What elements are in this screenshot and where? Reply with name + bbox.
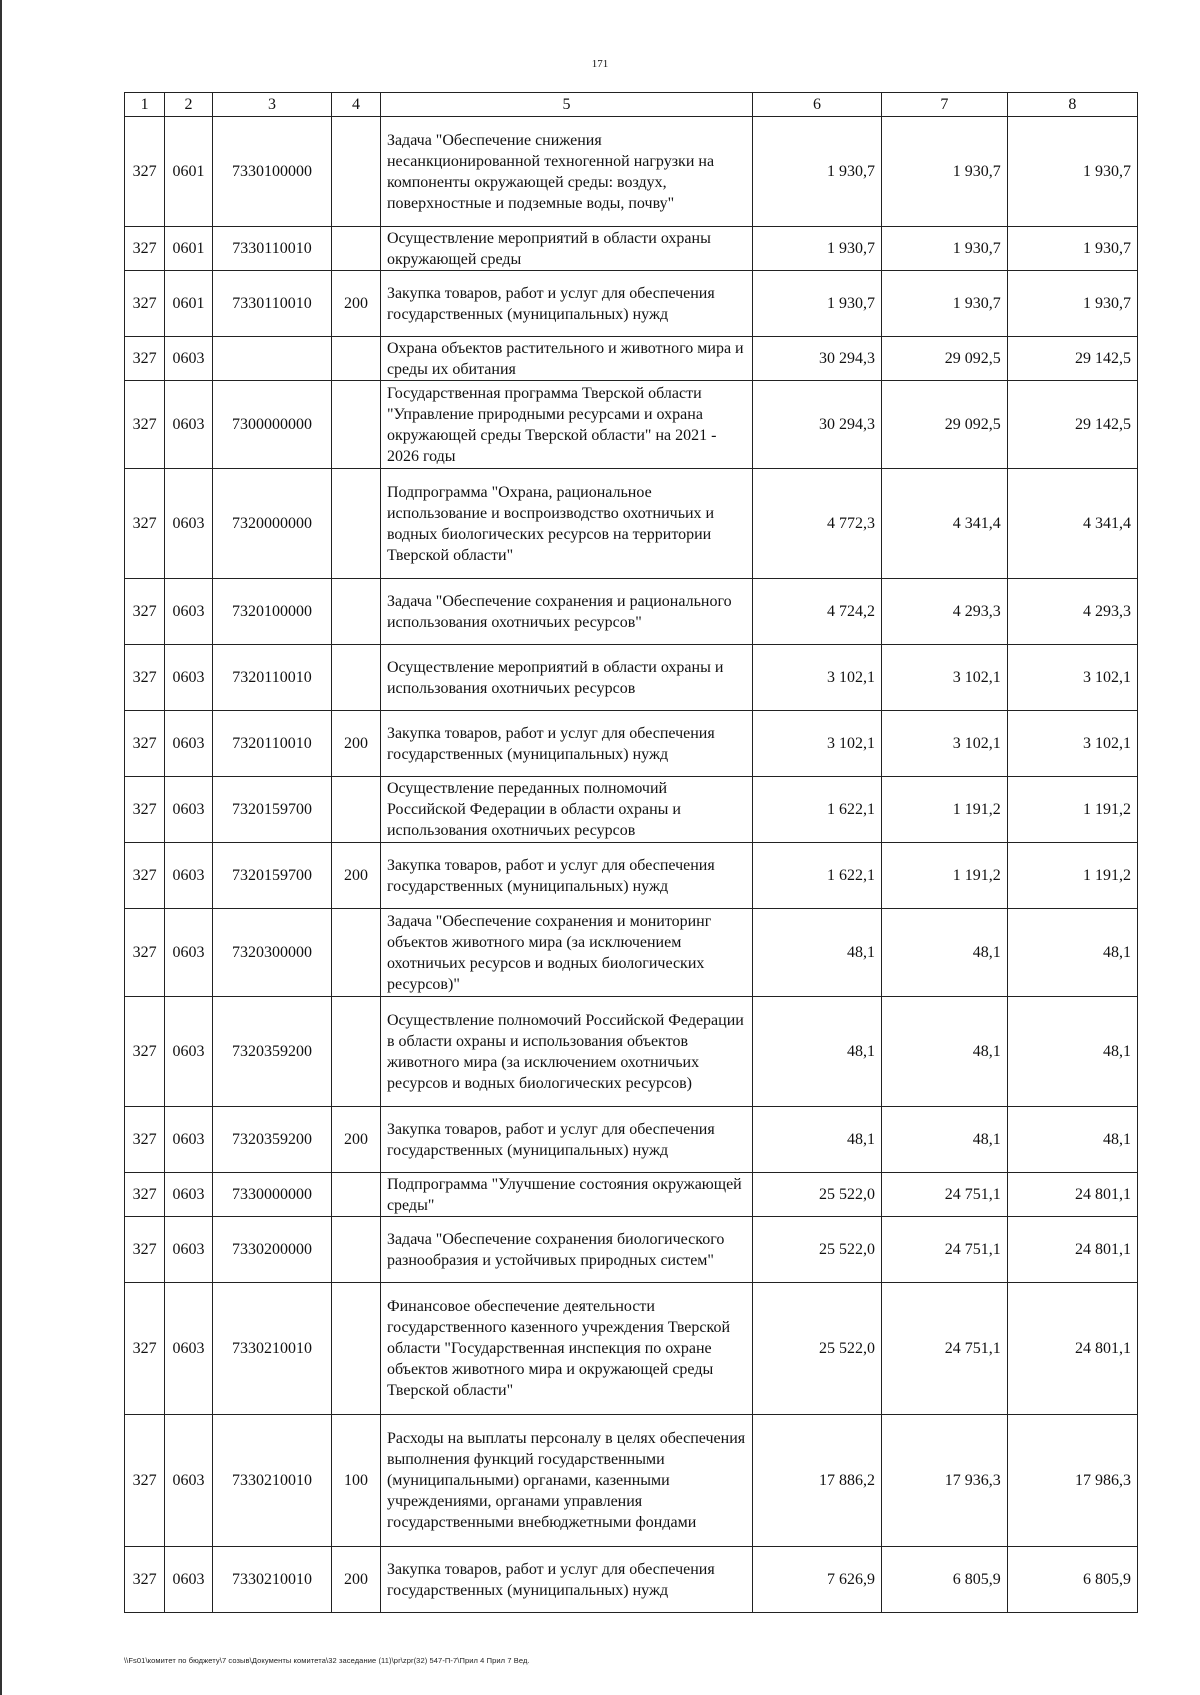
cell-year1: 7 626,9 — [752, 1547, 881, 1613]
cell-vr — [332, 1217, 381, 1283]
table-row — [125, 1547, 1138, 1613]
cell-ved: 327 — [125, 645, 165, 711]
cell-cs: 7320110010 — [212, 711, 331, 777]
cell-vr — [332, 381, 381, 469]
cell-year3: 1 930,7 — [1007, 271, 1137, 337]
cell-razdel: 0603 — [165, 469, 213, 579]
cell-year3: 4 293,3 — [1007, 579, 1137, 645]
cell-cs: 7330110010 — [212, 271, 331, 337]
cell-ved: 327 — [125, 227, 165, 271]
header-cell: 1 — [125, 93, 165, 117]
cell-name: Финансовое обеспечение деятельности государственного казенного учреждения Тверской области "Государственная инспекция по охране объектов животного мира и окружающей среды Тверской области" — [380, 1283, 752, 1415]
cell-razdel: 0603 — [165, 777, 213, 843]
cell-year2: 3 102,1 — [882, 711, 1008, 777]
cell-year3: 48,1 — [1007, 1107, 1137, 1173]
cell-year1: 25 522,0 — [752, 1173, 881, 1217]
table-row — [125, 1283, 1138, 1415]
cell-cs: 7330110010 — [212, 227, 331, 271]
cell-cs: 7330210010 — [212, 1415, 331, 1547]
cell-razdel: 0603 — [165, 381, 213, 469]
cell-year2: 4 293,3 — [882, 579, 1008, 645]
cell-year2: 29 092,5 — [882, 337, 1008, 381]
cell-name: Государственная программа Тверской области "Управление природными ресурсами и охрана окружающей среды Тверской области" на 2021 - 2026 годы — [380, 381, 752, 469]
cell-ved: 327 — [125, 1547, 165, 1613]
cell-name: Закупка товаров, работ и услуг для обеспечения государственных (муниципальных) нужд — [380, 843, 752, 909]
cell-year3: 24 801,1 — [1007, 1217, 1137, 1283]
cell-razdel: 0603 — [165, 909, 213, 997]
cell-razdel: 0603 — [165, 1107, 213, 1173]
cell-year1: 25 522,0 — [752, 1217, 881, 1283]
cell-year3: 17 986,3 — [1007, 1415, 1137, 1547]
cell-year2: 24 751,1 — [882, 1283, 1008, 1415]
cell-cs: 7320100000 — [212, 579, 331, 645]
cell-ved: 327 — [125, 1107, 165, 1173]
cell-razdel: 0603 — [165, 1547, 213, 1613]
cell-year3: 24 801,1 — [1007, 1173, 1137, 1217]
cell-vr — [332, 997, 381, 1107]
cell-name: Задача "Обеспечение снижения несанкционированной техногенной нагрузки на компоненты окружающей среды: воздух, поверхностные и подземные воды, почву" — [380, 117, 752, 227]
cell-year1: 48,1 — [752, 909, 881, 997]
cell-year3: 1 191,2 — [1007, 843, 1137, 909]
cell-razdel: 0603 — [165, 337, 213, 381]
cell-vr — [332, 645, 381, 711]
cell-year2: 24 751,1 — [882, 1217, 1008, 1283]
table-row — [125, 1217, 1138, 1283]
cell-year1: 30 294,3 — [752, 381, 881, 469]
cell-year1: 4 772,3 — [752, 469, 881, 579]
cell-year3: 4 341,4 — [1007, 469, 1137, 579]
cell-vr: 200 — [332, 271, 381, 337]
budget-table — [124, 92, 1138, 1613]
table-row — [125, 909, 1138, 997]
cell-year3: 24 801,1 — [1007, 1283, 1137, 1415]
cell-year3: 3 102,1 — [1007, 711, 1137, 777]
page-number: 171 — [591, 58, 609, 70]
cell-vr: 200 — [332, 711, 381, 777]
table-row — [125, 711, 1138, 777]
table-row — [125, 337, 1138, 381]
cell-cs: 7320000000 — [212, 469, 331, 579]
header-cell: 5 — [380, 93, 752, 117]
header-cell: 3 — [212, 93, 331, 117]
cell-year1: 17 886,2 — [752, 1415, 881, 1547]
table-row — [125, 579, 1138, 645]
cell-year2: 3 102,1 — [882, 645, 1008, 711]
cell-vr: 200 — [332, 843, 381, 909]
cell-name: Закупка товаров, работ и услуг для обеспечения государственных (муниципальных) нужд — [380, 271, 752, 337]
cell-cs: 7330000000 — [212, 1173, 331, 1217]
cell-year1: 1 622,1 — [752, 843, 881, 909]
cell-name: Подпрограмма "Улучшение состояния окружающей среды" — [380, 1173, 752, 1217]
cell-razdel: 0603 — [165, 645, 213, 711]
cell-razdel: 0603 — [165, 1283, 213, 1415]
cell-cs: 7330210010 — [212, 1547, 331, 1613]
cell-razdel: 0603 — [165, 1217, 213, 1283]
cell-year3: 1 191,2 — [1007, 777, 1137, 843]
cell-ved: 327 — [125, 711, 165, 777]
cell-year3: 6 805,9 — [1007, 1547, 1137, 1613]
cell-razdel: 0603 — [165, 997, 213, 1107]
cell-vr: 200 — [332, 1107, 381, 1173]
table-body — [125, 117, 1138, 1613]
cell-ved: 327 — [125, 909, 165, 997]
table-row — [125, 1107, 1138, 1173]
cell-year1: 30 294,3 — [752, 337, 881, 381]
cell-ved: 327 — [125, 271, 165, 337]
cell-year3: 29 142,5 — [1007, 381, 1137, 469]
header-cell: 4 — [332, 93, 381, 117]
cell-year3: 3 102,1 — [1007, 645, 1137, 711]
page-edge-line — [0, 0, 2, 1695]
cell-cs: 7330200000 — [212, 1217, 331, 1283]
table-row — [125, 227, 1138, 271]
header-cell: 6 — [752, 93, 881, 117]
cell-ved: 327 — [125, 777, 165, 843]
cell-razdel: 0603 — [165, 1173, 213, 1217]
cell-cs: 7320300000 — [212, 909, 331, 997]
cell-vr — [332, 1283, 381, 1415]
cell-vr — [332, 337, 381, 381]
cell-year3: 29 142,5 — [1007, 337, 1137, 381]
table-row — [125, 469, 1138, 579]
cell-name: Осуществление полномочий Российской Федерации в области охраны и использования объектов животного мира (за исключением охотничьих ресурсов и водных биологических ресурсов) — [380, 997, 752, 1107]
cell-year1: 1 930,7 — [752, 227, 881, 271]
cell-year2: 1 930,7 — [882, 271, 1008, 337]
cell-ved: 327 — [125, 843, 165, 909]
cell-cs: 7320110010 — [212, 645, 331, 711]
cell-year1: 48,1 — [752, 1107, 881, 1173]
cell-cs — [212, 337, 331, 381]
cell-cs: 7320159700 — [212, 843, 331, 909]
cell-name: Подпрограмма "Охрана, рациональное использование и воспроизводство охотничьих и водных биологических ресурсов на территории Тверской области" — [380, 469, 752, 579]
cell-ved: 327 — [125, 337, 165, 381]
cell-name: Закупка товаров, работ и услуг для обеспечения государственных (муниципальных) нужд — [380, 1547, 752, 1613]
cell-year1: 1 930,7 — [752, 117, 881, 227]
cell-year2: 6 805,9 — [882, 1547, 1008, 1613]
cell-ved: 327 — [125, 1283, 165, 1415]
cell-year2: 1 930,7 — [882, 227, 1008, 271]
cell-year3: 1 930,7 — [1007, 117, 1137, 227]
cell-razdel: 0601 — [165, 271, 213, 337]
cell-name: Осуществление мероприятий в области охраны окружающей среды — [380, 227, 752, 271]
cell-cs: 7320359200 — [212, 997, 331, 1107]
cell-vr — [332, 227, 381, 271]
cell-year2: 29 092,5 — [882, 381, 1008, 469]
cell-year3: 48,1 — [1007, 997, 1137, 1107]
cell-razdel: 0601 — [165, 227, 213, 271]
cell-razdel: 0601 — [165, 117, 213, 227]
cell-vr — [332, 909, 381, 997]
cell-year1: 4 724,2 — [752, 579, 881, 645]
cell-name: Осуществление мероприятий в области охраны и использования охотничьих ресурсов — [380, 645, 752, 711]
header-cell: 2 — [165, 93, 213, 117]
cell-vr: 100 — [332, 1415, 381, 1547]
cell-name: Задача "Обеспечение сохранения и мониторинг объектов животного мира (за исключением охотничьих ресурсов и водных биологических ресурсов)" — [380, 909, 752, 997]
cell-razdel: 0603 — [165, 579, 213, 645]
cell-year1: 48,1 — [752, 997, 881, 1107]
cell-ved: 327 — [125, 1217, 165, 1283]
cell-cs: 7320359200 — [212, 1107, 331, 1173]
cell-year2: 48,1 — [882, 909, 1008, 997]
cell-razdel: 0603 — [165, 1415, 213, 1547]
cell-cs: 7330210010 — [212, 1283, 331, 1415]
cell-name: Осуществление переданных полномочий Российской Федерации в области охраны и использования охотничьих ресурсов — [380, 777, 752, 843]
cell-year1: 1 930,7 — [752, 271, 881, 337]
cell-year1: 3 102,1 — [752, 711, 881, 777]
cell-year2: 48,1 — [882, 997, 1008, 1107]
cell-ved: 327 — [125, 381, 165, 469]
table-row — [125, 117, 1138, 227]
table-row — [125, 843, 1138, 909]
cell-year2: 24 751,1 — [882, 1173, 1008, 1217]
cell-name: Задача "Обеспечение сохранения и рационального использования охотничьих ресурсов" — [380, 579, 752, 645]
header-cell: 8 — [1007, 93, 1137, 117]
cell-vr — [332, 777, 381, 843]
file-path-footer: \\Fs01\комитет по бюджету\7 созыв\Документы комитета\32 заседание (11)\pr\zpr(32) 547-П-7\Прил 4 Прил 7 Вед. — [124, 1656, 530, 1665]
cell-ved: 327 — [125, 469, 165, 579]
cell-year2: 4 341,4 — [882, 469, 1008, 579]
cell-year2: 1 930,7 — [882, 117, 1008, 227]
cell-vr — [332, 579, 381, 645]
cell-year1: 25 522,0 — [752, 1283, 881, 1415]
cell-ved: 327 — [125, 117, 165, 227]
cell-cs: 7320159700 — [212, 777, 331, 843]
table-row — [125, 271, 1138, 337]
cell-name: Закупка товаров, работ и услуг для обеспечения государственных (муниципальных) нужд — [380, 1107, 752, 1173]
table-row — [125, 1415, 1138, 1547]
cell-cs: 7300000000 — [212, 381, 331, 469]
cell-ved: 327 — [125, 1415, 165, 1547]
cell-year2: 1 191,2 — [882, 843, 1008, 909]
cell-vr — [332, 117, 381, 227]
table-row — [125, 381, 1138, 469]
cell-name: Расходы на выплаты персоналу в целях обеспечения выполнения функций государственными (муниципальными) органами, казенными учреждениями, органами управления государственными внебюджетными фондами — [380, 1415, 752, 1547]
cell-year1: 3 102,1 — [752, 645, 881, 711]
cell-year2: 17 936,3 — [882, 1415, 1008, 1547]
table-row — [125, 1173, 1138, 1217]
cell-year3: 48,1 — [1007, 909, 1137, 997]
table-row — [125, 645, 1138, 711]
cell-vr: 200 — [332, 1547, 381, 1613]
cell-name: Охрана объектов растительного и животного мира и среды их обитания — [380, 337, 752, 381]
cell-razdel: 0603 — [165, 711, 213, 777]
cell-vr — [332, 469, 381, 579]
cell-year3: 1 930,7 — [1007, 227, 1137, 271]
cell-ved: 327 — [125, 997, 165, 1107]
header-cell: 7 — [882, 93, 1008, 117]
cell-ved: 327 — [125, 1173, 165, 1217]
cell-year2: 1 191,2 — [882, 777, 1008, 843]
cell-vr — [332, 1173, 381, 1217]
cell-ved: 327 — [125, 579, 165, 645]
cell-name: Закупка товаров, работ и услуг для обеспечения государственных (муниципальных) нужд — [380, 711, 752, 777]
table-row — [125, 997, 1138, 1107]
cell-razdel: 0603 — [165, 843, 213, 909]
cell-year2: 48,1 — [882, 1107, 1008, 1173]
cell-name: Задача "Обеспечение сохранения биологического разнообразия и устойчивых природных систем" — [380, 1217, 752, 1283]
table-row — [125, 777, 1138, 843]
header-row — [125, 93, 1138, 117]
cell-year1: 1 622,1 — [752, 777, 881, 843]
cell-cs: 7330100000 — [212, 117, 331, 227]
